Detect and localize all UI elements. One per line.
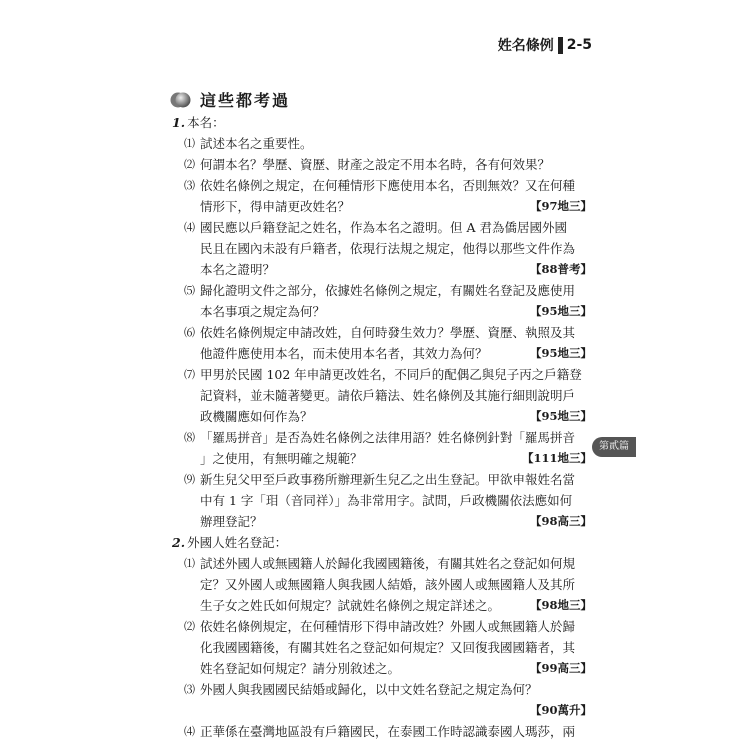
running-header-title: 姓名條例 — [497, 38, 554, 54]
sub-question-line — [200, 679, 592, 700]
sub-question-text: 政機關應如何作為？ — [200, 409, 313, 424]
sub-question-text: 民且在國內未設有戶籍者，依現行法規之規定，他得以那些文件作為 — [200, 241, 576, 256]
sub-question-text: 辦理登記？ — [200, 514, 263, 529]
sub-question-text: 中有 1 字「㺺（音同祥）」為非常用字。試問，戶政機關依法應如何 — [200, 493, 573, 508]
sub-question-number: ⑷ — [184, 221, 195, 234]
exam-source-tag: 【97地三】 — [529, 199, 592, 213]
sub-question-text: 「羅馬拼音」是否為姓名條例之法律用語？姓名條例針對「羅馬拼音 — [200, 430, 576, 445]
sub-question-text: 記資料，並未隨著變更。請依戶籍法、姓名條例及其施行細則說明戶 — [200, 388, 576, 403]
sub-question-text: 新生兒父甲至戶政事務所辦理新生兒乙之出生登記。甲欲申報姓名當 — [200, 472, 576, 487]
part-side-tab: 第貳篇 — [592, 437, 636, 457]
exam-source-tag: 【95地三】 — [529, 304, 592, 318]
sub-question-number: ⑺ — [184, 368, 195, 381]
exam-source-tag: 【99高三】 — [529, 661, 592, 675]
sub-question-text: 甲男於民國 102 年申請更改姓名，不同戶的配偶乙與兒子丙之戶籍登 — [200, 367, 582, 382]
sub-question-line — [200, 259, 592, 280]
sub-question — [172, 427, 592, 469]
sub-question — [172, 469, 592, 532]
sub-question-line — [200, 322, 592, 343]
sub-question-line — [200, 700, 592, 721]
sub-question-text: 試述外國人或無國籍人於歸化我國國籍後，有關其姓名之登記如何規 — [200, 556, 576, 571]
sub-question-text: 本名之證明？ — [200, 262, 276, 277]
sub-question-line — [200, 280, 592, 301]
sub-question-line — [200, 154, 592, 175]
sub-question-line — [200, 490, 592, 511]
sub-question-line — [200, 511, 592, 532]
sub-question-line — [200, 364, 592, 385]
sub-question-line — [200, 301, 592, 322]
question-title — [172, 112, 592, 133]
sub-question-text: 」之使用，有無明確之規範？ — [200, 451, 363, 466]
sub-question-line — [200, 238, 592, 259]
sub-question — [172, 721, 592, 742]
section-heading-text: 這些都考過 — [200, 91, 291, 110]
sub-question-number: ⑷ — [184, 725, 195, 738]
sub-question-line — [200, 196, 592, 217]
question-list — [172, 112, 592, 742]
sub-question-number: ⑵ — [184, 158, 195, 171]
sub-question-body — [200, 679, 592, 721]
sub-question-number: ⑶ — [184, 683, 195, 696]
exam-source-tag: 【88普考】 — [529, 262, 592, 276]
sub-question-body — [200, 175, 592, 217]
section-bullet-icon — [170, 91, 192, 109]
sub-question-text: 國民應以戶籍登記之姓名，作為本名之證明。但 A 君為僑居國外國 — [200, 220, 567, 235]
sub-question — [172, 364, 592, 427]
sub-question-body — [200, 427, 592, 469]
sub-question-line — [200, 217, 592, 238]
sub-question-line — [200, 658, 592, 679]
sub-question-line — [200, 343, 592, 364]
sub-question-body — [200, 322, 592, 364]
sub-question-text: 定？又外國人或無國籍人與我國人結婚，該外國人或無國籍人及其所 — [200, 577, 576, 592]
sub-question-number: ⑸ — [184, 284, 195, 297]
header-divider-bar — [558, 37, 563, 54]
sub-question-text: 化我國國籍後，有關其姓名之登記如何規定？又回復我國國籍者，其 — [200, 640, 576, 655]
sub-question-body — [200, 469, 592, 532]
sub-question-text: 依姓名條例規定申請改姓，自何時發生效力？學歷、資歷、執照及其 — [200, 325, 576, 340]
sub-question-text: 依姓名條例之規定，在何種情形下應使用本名，否則無效？又在何種 — [200, 178, 576, 193]
sub-question-text: 依姓名條例規定，在何種情形下得申請改姓？外國人或無國籍人於歸 — [200, 619, 576, 634]
sub-question-line — [200, 133, 592, 154]
sub-question-body — [200, 133, 592, 154]
sub-question-body — [200, 154, 592, 175]
sub-question — [172, 322, 592, 364]
sub-question-number: ⑴ — [184, 137, 195, 150]
sub-question-number: ⑵ — [184, 620, 195, 633]
sub-question-text: 外國人與我國國民結婚或歸化，以中文姓名登記之規定為何？ — [200, 682, 538, 697]
sub-question-line — [200, 595, 592, 616]
sub-question — [172, 154, 592, 175]
sub-question-line — [200, 637, 592, 658]
sub-question — [172, 217, 592, 280]
sub-question-body — [200, 364, 592, 427]
exam-source-tag: 【98地三】 — [529, 598, 592, 612]
exam-source-tag: 【95地三】 — [529, 346, 592, 360]
sub-question-line — [200, 553, 592, 574]
sub-question-body — [200, 217, 592, 280]
section-heading — [170, 88, 290, 111]
question-number: 1. — [172, 115, 186, 130]
sub-question-body — [200, 616, 592, 679]
page-number: 2-5 — [566, 37, 592, 53]
question-topic: 本名： — [187, 115, 225, 130]
sub-question-number: ⑹ — [184, 326, 195, 339]
exam-source-tag: 【98高三】 — [529, 514, 592, 528]
sub-question — [172, 133, 592, 154]
sub-question-line — [200, 406, 592, 427]
sub-question-text: 試述本名之重要性。 — [200, 136, 313, 151]
sub-question-text: 歸化證明文件之部分，依據姓名條例之規定，有關姓名登記及應使用 — [200, 283, 576, 298]
question-number: 2. — [172, 535, 186, 550]
sub-question — [172, 616, 592, 679]
sub-question-text: 姓名登記如何規定？請分別敘述之。 — [200, 661, 401, 676]
sub-question-body — [200, 280, 592, 322]
sub-question-text: 正華係在臺灣地區設有戶籍國民，在泰國工作時認識泰國人瑪莎，兩 — [200, 724, 576, 739]
sub-question-line — [200, 175, 592, 196]
exam-source-tag: 【111地三】 — [521, 451, 592, 465]
sub-question-text: 何謂本名？學歷、資歷、財產之設定不用本名時，各有何效果？ — [200, 157, 551, 172]
page-header — [498, 35, 592, 55]
sub-question-body — [200, 553, 592, 616]
sub-question-line — [200, 385, 592, 406]
question-title — [172, 532, 592, 553]
sub-question-number: ⑶ — [184, 179, 195, 192]
exam-source-tag: 【90萬升】 — [529, 703, 592, 717]
question-topic: 外國人姓名登記： — [187, 535, 288, 550]
sub-question-line — [200, 469, 592, 490]
sub-question-text: 本名事項之規定為何？ — [200, 304, 326, 319]
sub-question-line — [200, 574, 592, 595]
sub-question-text: 情形下，得申請更改姓名？ — [200, 199, 351, 214]
sub-question — [172, 679, 592, 721]
sub-question-number: ⑻ — [184, 431, 195, 444]
sub-question-body — [200, 721, 592, 742]
sub-question-number: ⑼ — [184, 473, 195, 486]
sub-question-line — [200, 721, 592, 742]
sub-question — [172, 175, 592, 217]
sub-question — [172, 280, 592, 322]
sub-question-line — [200, 448, 592, 469]
sub-question — [172, 553, 592, 616]
sub-question-line — [200, 616, 592, 637]
sub-question-text: 他證件應使用本名，而未使用本名者，其效力為何？ — [200, 346, 488, 361]
sub-question-text: 生子女之姓氏如何規定？試就姓名條例之規定詳述之。 — [200, 598, 501, 613]
sub-question-number: ⑴ — [184, 557, 195, 570]
sub-question-line — [200, 427, 592, 448]
exam-source-tag: 【95地三】 — [529, 409, 592, 423]
